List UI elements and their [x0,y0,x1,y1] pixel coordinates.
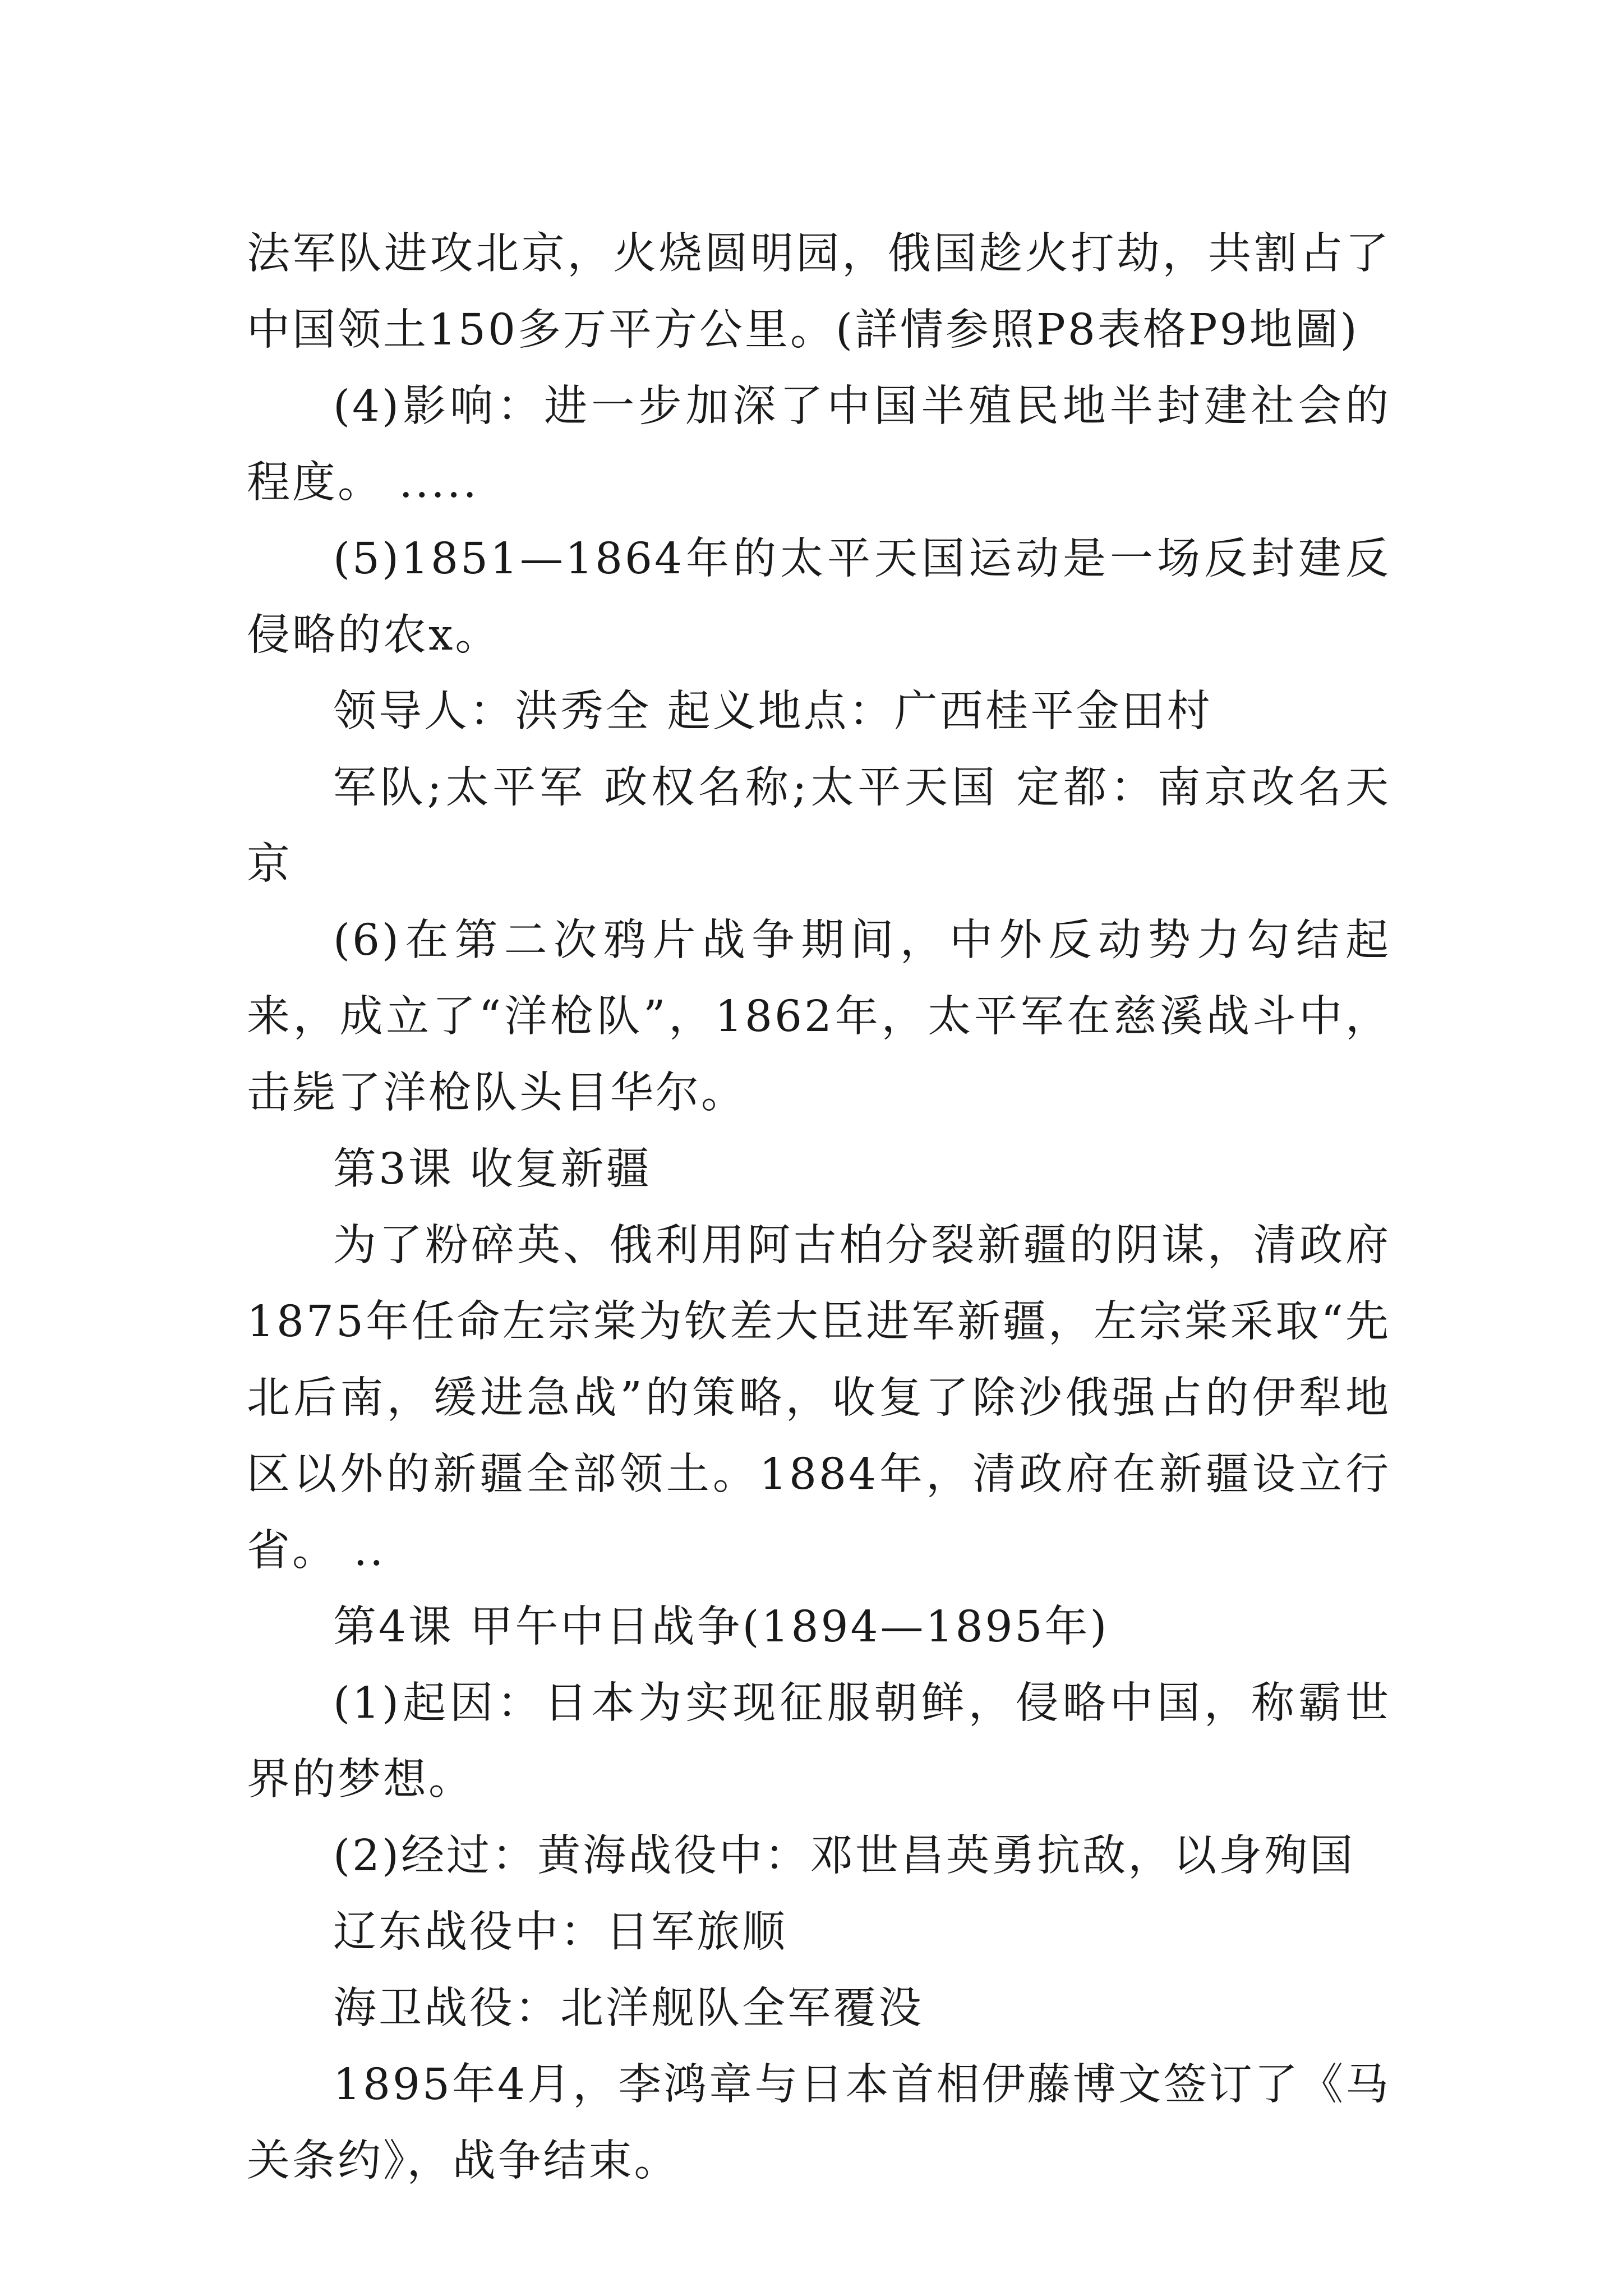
lesson-heading: 第3课 收复新疆 [333,1144,652,1194]
paragraph: 为了粉碎英、俄利用阿古柏分裂新疆的阴谋，清政府1875年任命左宗棠为钦差大臣进军新疆，左宗棠采取“先北后南，缓进急战”的策略，收复了除沙俄强占的伊犁地区以外的新疆全部领土。1884年，清政府在新疆设立行省。 .. [247,1221,1391,1576]
paragraph: (5)1851—1864年的太平天国运动是一场反封建反侵略的农x。 [247,534,1391,660]
paragraph: 海卫战役：北洋舰队全军覆没 [333,1984,924,2033]
paragraph: 领导人：洪秀全 起义地点：广西桂平金田村 [333,687,1212,737]
paragraph: (1)起因：日本为实现征服朝鲜，侵略中国，称霸世界的梦想。 [247,1678,1391,1805]
paragraph: 军队;太平军 政权名称;太平天国 定都：南京改名天京 [247,763,1391,889]
document-body [247,216,1391,2200]
paragraph: 法军队进攻北京，火烧圆明园，俄国趁火打劫，共割占了中国领土150多万平方公里。(詳情参照P8表格P9地圖) [247,229,1391,355]
paragraph: (2)经过：黄海战役中：邓世昌英勇抗敌，以身殉国 [333,1831,1355,1881]
paragraph: (6)在第二次鸦片战争期间，中外反动势力勾结起来，成立了“洋枪队”，1862年，太平军在慈溪战斗中，击毙了洋枪队头目华尔。 [247,915,1391,1118]
paragraph: 1895年4月，李鸿章与日本首相伊藤博文签订了《马关条约》，战争结束。 [247,2060,1391,2186]
lesson-heading: 第4课 甲午中日战争(1894—1895年) [333,1602,1109,1652]
paragraph: 辽东战役中：日军旅顺 [333,1907,787,1957]
paragraph: (4)影响：进一步加深了中国半殖民地半封建社会的程度。 ..... [247,381,1391,508]
